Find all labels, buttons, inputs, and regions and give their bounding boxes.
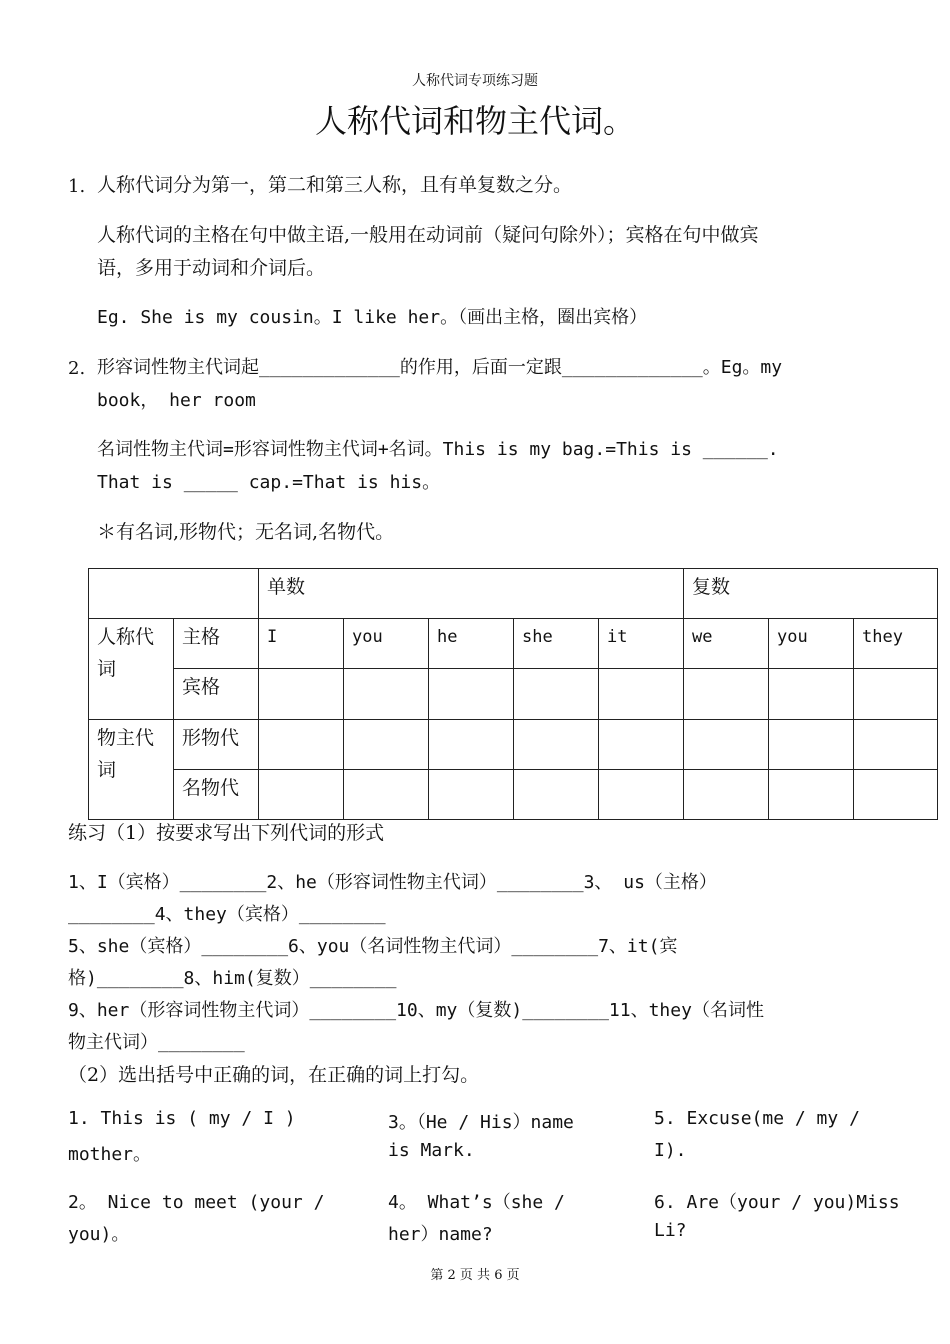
pronoun-cell: we <box>684 619 769 669</box>
page-footer: 第 2 页 共 6 页 <box>430 1268 520 1283</box>
blank-cell <box>684 719 769 769</box>
personal-pronoun-label: 人称代词 <box>89 619 174 719</box>
blank-cell <box>769 719 854 769</box>
nominative-label: 主格 <box>174 619 259 669</box>
section-2-line-2: book， her room <box>97 390 256 411</box>
question-5-line-1: 5. Excuse(me / my / <box>654 1108 860 1129</box>
pronoun-cell: I <box>259 619 344 669</box>
blank-cell <box>599 769 684 819</box>
objective-label: 宾格 <box>174 669 259 719</box>
question-5-line-2: I). <box>654 1140 687 1161</box>
blank-cell <box>259 719 344 769</box>
question-1-line-1: 1. This is ( my / I ) <box>68 1108 296 1129</box>
pronoun-table <box>88 568 938 820</box>
blank-cell <box>854 769 938 819</box>
pronoun-cell: you <box>769 619 854 669</box>
blank-cell <box>769 669 854 719</box>
blank-cell <box>514 719 599 769</box>
question-3-line-1: 3。（He / His）name <box>388 1112 574 1133</box>
section-2-line-4: That is _____ cap.=That is his。 <box>97 472 441 493</box>
blank-cell <box>429 719 514 769</box>
section-1-line-3: 语，多用于动词和介词后。 <box>97 257 326 279</box>
blank-cell <box>854 669 938 719</box>
section-2-rule: ＊有名词,形物代；无名词,名物代。 <box>97 521 395 543</box>
section-2-line-1: 形容词性物主代词起_____________的作用，后面一定跟_____________。Eg。my <box>97 357 783 378</box>
pronoun-cell: she <box>514 619 599 669</box>
blank-cell <box>259 669 344 719</box>
blank-cell <box>599 719 684 769</box>
noun-possessive-label: 名物代 <box>174 769 259 819</box>
question-4-line-1: 4。 What’s（she / <box>388 1192 565 1213</box>
exercise-1-line-2: ________4、they（宾格）________ <box>68 904 386 925</box>
question-6-line-2: Li? <box>654 1220 687 1241</box>
header-small-title: 人称代词专项练习题 <box>412 73 538 89</box>
section-1-number: 1. <box>68 176 86 197</box>
exercise-1-line-1: 1、I（宾格）________2、he（形容词性物主代词）________3、 us（主格） <box>68 872 717 893</box>
table-corner-cell <box>89 569 259 619</box>
blank-cell <box>599 669 684 719</box>
blank-cell <box>429 669 514 719</box>
possessive-pronoun-label: 物主代词 <box>89 719 174 819</box>
pronoun-cell: he <box>429 619 514 669</box>
exercise-1-heading: 练习（1）按要求写出下列代词的形式 <box>68 822 385 844</box>
question-2-line-2: you)。 <box>68 1224 130 1245</box>
blank-cell <box>769 769 854 819</box>
pronoun-cell: they <box>854 619 938 669</box>
blank-cell <box>429 769 514 819</box>
exercise-1-line-5: 9、her（形容词性物主代词）________10、my（复数)________11、they（名词性 <box>68 1000 764 1021</box>
section-1-line-2: 人称代词的主格在句中做主语,一般用在动词前（疑问句除外）；宾格在句中做宾 <box>97 224 759 246</box>
blank-cell <box>854 719 938 769</box>
question-3-line-2: is Mark. <box>388 1140 475 1161</box>
blank-cell <box>259 769 344 819</box>
section-1-example: Eg. She is my cousin。I like her。（画出主格，圈出宾格） <box>97 307 648 328</box>
exercise-1-line-6: 物主代词）________ <box>68 1032 245 1053</box>
adjective-possessive-label: 形物代 <box>174 719 259 769</box>
question-2-line-1: 2。 Nice to meet (your / <box>68 1192 325 1213</box>
question-1-line-2: mother。 <box>68 1144 152 1165</box>
blank-cell <box>344 719 429 769</box>
pronoun-cell: you <box>344 619 429 669</box>
blank-cell <box>344 769 429 819</box>
question-4-line-2: her）name? <box>388 1224 493 1245</box>
page-title: 人称代词和物主代词。 <box>314 102 635 140</box>
blank-cell <box>684 769 769 819</box>
exercise-1-line-3: 5、she（宾格）________6、you（名词性物主代词）________7、it(宾 <box>68 936 678 957</box>
singular-header: 单数 <box>259 569 684 619</box>
section-2-number: 2. <box>68 358 86 379</box>
blank-cell <box>344 669 429 719</box>
blank-cell <box>514 669 599 719</box>
blank-cell <box>514 769 599 819</box>
blank-cell <box>684 669 769 719</box>
question-6-line-1: 6. Are（your / you)Miss <box>654 1192 900 1213</box>
pronoun-cell: it <box>599 619 684 669</box>
plural-header: 复数 <box>684 569 938 619</box>
section-2-line-3: 名词性物主代词=形容词性物主代词+名词。This is my bag.=This is ______. <box>97 439 779 460</box>
section-1-line-1: 人称代词分为第一，第二和第三人称，且有单复数之分。 <box>97 174 573 196</box>
exercise-2-heading: （2）选出括号中正确的词，在正确的词上打勾。 <box>68 1064 480 1086</box>
exercise-1-line-4: 格)________8、him(复数）________ <box>68 968 397 989</box>
